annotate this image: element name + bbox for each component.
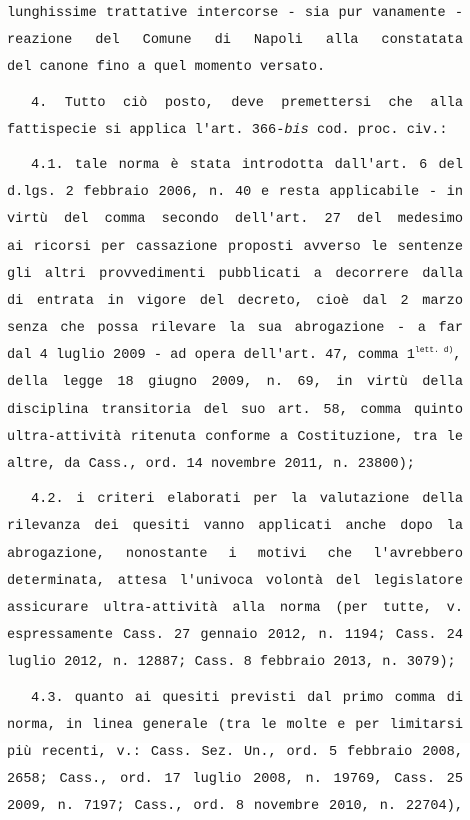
text-line-content: disciplina transitoria del suo art. 58, comma quinto: [7, 402, 463, 418]
text-line-content: 2009, n. 7197; Cass., ord. 8 novembre 2010, n. 22704),: [7, 799, 463, 815]
text-line-content: assicurare ultra-attività alla norma (per tutte, v.: [7, 600, 463, 616]
paragraph-gap: [7, 144, 463, 152]
text-line: [7, 649, 463, 676]
text-line-content: 4.1. tale norma è stata introdotta dall'art. 6 del: [31, 157, 463, 173]
paragraph-gap: [7, 478, 463, 486]
text-line: [7, 424, 463, 451]
text-line-content: 2658; Cass., ord. 17 luglio 2008, n. 19769, Cass. 25: [7, 772, 463, 788]
text-line-content: lunghissime trattative intercorse - sia pur vanamente -: [7, 6, 463, 21]
text-line-content: luglio 2012, n. 12887; Cass. 8 febbraio 2013, n. 3079);: [7, 655, 456, 671]
text-line: [7, 766, 463, 793]
text-line-content: 4. Tutto ciò posto, deve premettersi che alla: [31, 95, 463, 111]
paragraph-gap: [7, 677, 463, 685]
text-line-content: gli altri provvedimenti pubblicati a decorrere dalla: [7, 266, 463, 282]
text-line: [7, 179, 463, 206]
text-line-content: espressamente Cass. 27 gennaio 2012, n. 1194; Cass. 24: [7, 628, 463, 644]
text-line: [7, 261, 463, 288]
text-line-content: 4.2. i criteri elaborati per la valutazione della: [31, 492, 463, 508]
text-line: [7, 595, 463, 622]
punctuation: ,: [453, 348, 462, 364]
text-line-content: altre, da Cass., ord. 14 novembre 2011, n. 23800);: [7, 457, 415, 472]
text-line: [7, 622, 463, 649]
text-line: [7, 451, 463, 478]
text-line: [7, 397, 463, 424]
text-line: [7, 117, 463, 144]
text-line: [7, 793, 463, 820]
text-line-content: più recenti, v.: Cass. Sez. Un., ord. 5 febbraio 2008,: [7, 744, 463, 760]
text-line: [7, 206, 463, 233]
text-line: [7, 486, 463, 513]
text-line: [7, 152, 463, 179]
text-line: [7, 288, 463, 315]
text-line-content: ultra-attività ritenuta conforme a Costituzione, tra le: [7, 429, 463, 445]
text-line-content: ai ricorsi per cassazione proposti avverso le sentenze: [7, 239, 463, 255]
text-line-content: della legge 18 giugno 2009, n. 69, in virtù della: [7, 375, 463, 391]
text-line: [7, 568, 463, 595]
document-body: [7, 0, 463, 820]
text-line-content: di entrata in vigore del decreto, cioè dal 2 marzo: [7, 293, 463, 309]
text-line: [7, 513, 463, 540]
text-line-content: senza che possa rilevare la sua abrogazione - a far: [7, 321, 463, 337]
paragraph-gap: [7, 82, 463, 90]
superscript-note: lett. d): [414, 346, 454, 356]
text-line: [7, 369, 463, 396]
text-line-content: del canone fino a quel momento versato.: [7, 60, 326, 76]
text-line-content: rilevanza dei quesiti vanno applicati anche dopo la: [7, 519, 463, 535]
text-line: [7, 712, 463, 739]
text-line-content: norma, in linea generale (tra le molte e per limitarsi: [7, 717, 463, 733]
text-line-content: virtù del comma secondo dell'art. 27 del medesimo: [7, 212, 463, 228]
text-line: [7, 234, 463, 261]
text-line-content: fattispecie si applica l'art. 366-bis cod. proc. civ.:: [7, 122, 448, 138]
text-line: [7, 541, 463, 568]
text-line: [7, 342, 463, 369]
text-line: [7, 315, 463, 342]
text-line-content: determinata, attesa l'univoca volontà del legislatore: [7, 573, 463, 589]
italic-text: bis: [284, 122, 309, 138]
text-line: [7, 685, 463, 712]
text-line: [7, 27, 463, 54]
text-line: [7, 0, 463, 27]
text-line: [7, 54, 463, 81]
text-line: [7, 90, 463, 117]
text-line-content: abrogazione, nonostante i motivi che l'avrebbero: [7, 546, 463, 562]
text-line-content: dal 4 luglio 2009 - ad opera dell'art. 47, comma 1: [7, 348, 415, 364]
text-line-content: d.lgs. 2 febbraio 2006, n. 40 e resta applicabile - in: [7, 185, 463, 201]
text-line-content: 4.3. quanto ai quesiti previsti dal primo comma di: [31, 690, 463, 706]
text-line-content: reazione del Comune di Napoli alla constatata: [7, 33, 463, 49]
